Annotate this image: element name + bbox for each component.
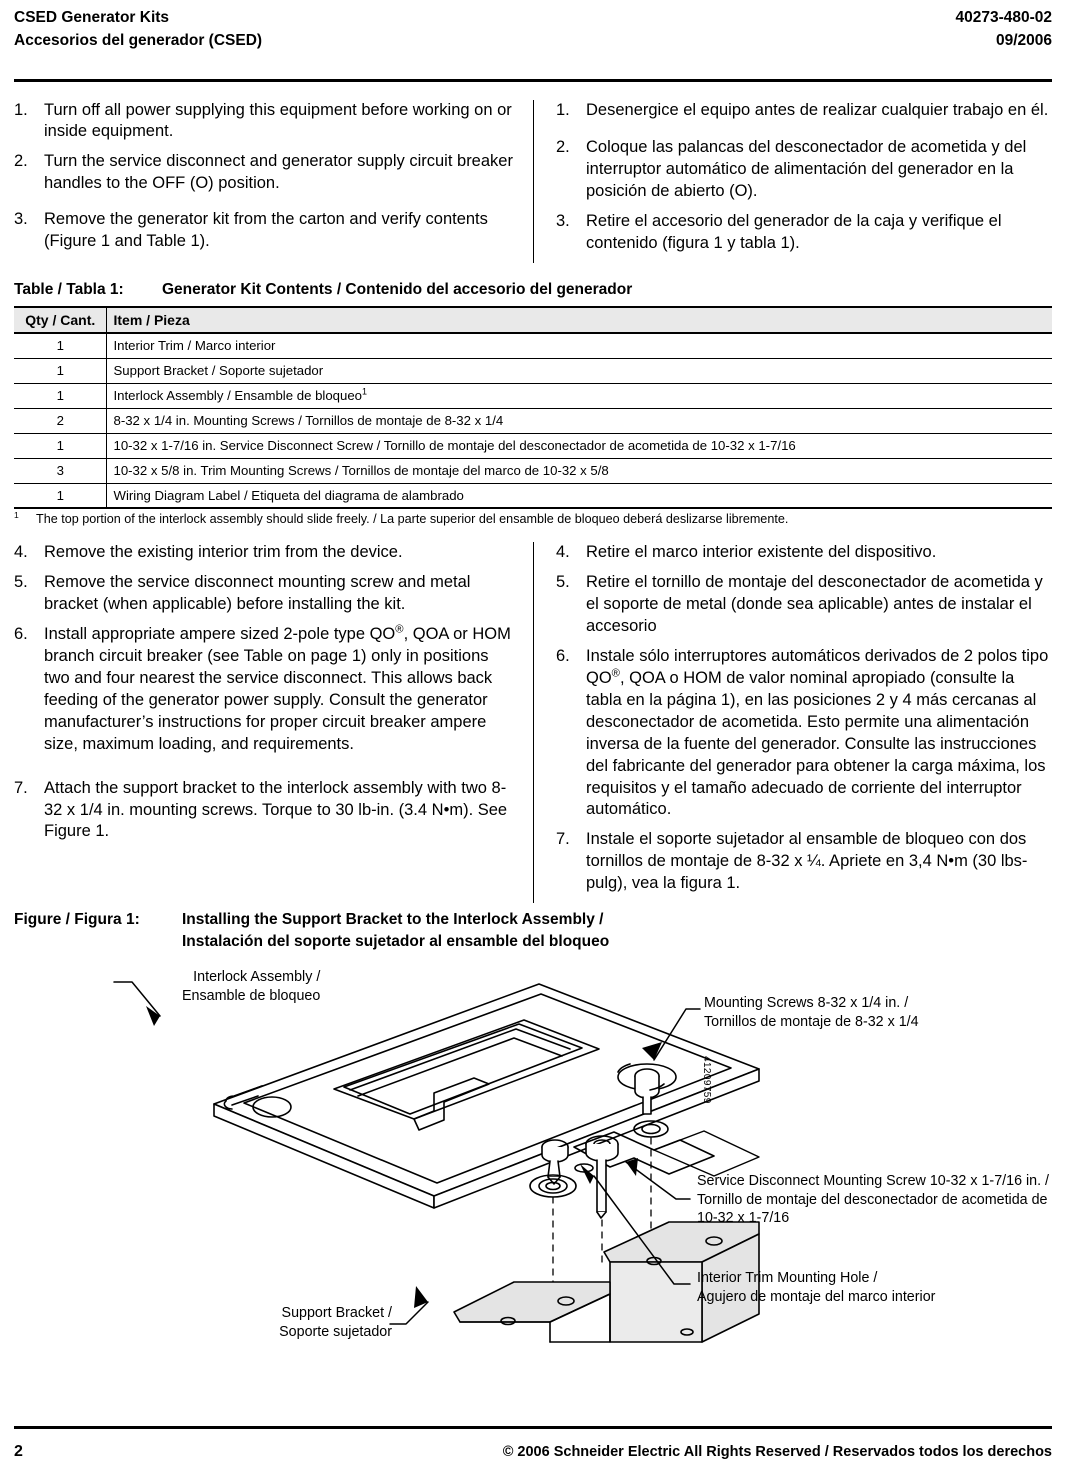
cell-item xyxy=(106,483,1052,508)
instructions-bottom-english xyxy=(14,542,533,903)
cell-item xyxy=(106,408,1052,433)
cell-item xyxy=(106,433,1052,458)
cell-qty: 1 xyxy=(14,433,106,458)
header-doc-date: 09/2006 xyxy=(995,32,1052,50)
column-header-qty: Qty / Cant. xyxy=(14,307,106,333)
callout-line: 10-32 x 1-7/16 xyxy=(697,1210,790,1227)
leader-support-bracket xyxy=(390,1302,428,1324)
table-row xyxy=(14,458,1052,483)
cell-item xyxy=(106,333,1052,358)
bracket-web-front xyxy=(610,1262,702,1342)
list-item xyxy=(14,778,517,844)
table-row xyxy=(14,333,1052,358)
step-text-part-b: , QOA o HOM de valor nominal apropiado (consulte la tabla en la página 1), en las posiciones 2 y 4 más cercanas al desconectador de acometida. Esto permite una alimentación inversa de la fuente del generador. Consulte las instrucciones del fabricante del generador para obtener la carga máxima, los requisitos y el tamaño adecuado de corriente del interruptor automático. xyxy=(586,668,1046,819)
header-doc-info xyxy=(955,6,1052,53)
cell-qty: 2 xyxy=(14,408,106,433)
bracket-lower-flange xyxy=(454,1282,610,1322)
step-text: Coloque las palancas del desconectador de acometida y del interruptor automático de alimentación del generador en la posición de abierto (O). xyxy=(586,138,1027,201)
callout-line: Service Disconnect Mounting Screw 10-32 x 1-7/16 in. / xyxy=(697,1172,1050,1189)
list-item xyxy=(14,209,517,253)
table-caption xyxy=(14,281,1052,299)
column-header-item: Item / Pieza xyxy=(106,307,1052,333)
step-text: Retire el tornillo de montaje del desconectador de acometida y el soporte de metal (donde sea aplicable) antes de instalar el accesorio xyxy=(586,573,1043,635)
callout-line: Mounting Screws 8-32 x 1/4 in. / xyxy=(704,994,909,1011)
page-number: 2 xyxy=(14,1443,23,1460)
footnote-reference: 1 xyxy=(362,386,368,397)
copyright-notice: © 2006 Schneider Electric All Rights Reserved / Reservados todos los derechos xyxy=(502,1444,1052,1460)
table-row xyxy=(14,408,1052,433)
step-number: 3. xyxy=(14,210,28,229)
page-footer xyxy=(14,1443,1052,1461)
step-text: Remove the generator kit from the carton and verify contents (Figure 1 and Table 1). xyxy=(44,210,488,251)
figure-caption-line1: Installing the Support Bracket to the Interlock Assembly / xyxy=(182,911,604,929)
footer-divider-rule xyxy=(14,1426,1052,1429)
cell-qty: 1 xyxy=(14,383,106,408)
step-number: 3. xyxy=(556,212,570,231)
bracket-lower-front xyxy=(460,1322,550,1342)
list-item xyxy=(556,100,1052,122)
table-row xyxy=(14,433,1052,458)
steps-list-en-top xyxy=(14,100,517,254)
list-item xyxy=(14,542,517,564)
step-text xyxy=(44,624,517,756)
table-body xyxy=(14,333,1052,508)
cell-item-text: Interior Trim / Marco interior xyxy=(113,338,276,354)
list-item xyxy=(556,211,1052,255)
callout-support-bracket xyxy=(232,1304,392,1341)
cell-item-text: Support Bracket / Soporte sujetador xyxy=(113,363,324,379)
footnote-marker-sup: 1 xyxy=(14,509,19,520)
cell-qty: 1 xyxy=(14,358,106,383)
step-text: Retire el accesorio del generador de la caja y verifique el contenido (figura 1 y tabla 1). xyxy=(586,212,1002,253)
header-title-en: CSED Generator Kits xyxy=(14,9,170,26)
step-number: 7. xyxy=(556,830,570,849)
header-title-es: Accesorios del generador (CSED) xyxy=(14,32,263,50)
steps-list-es-top xyxy=(556,100,1052,256)
table-caption-title: Generator Kit Contents / Contenido del accesorio del generador xyxy=(162,281,633,299)
screw-head-side xyxy=(635,1076,659,1098)
page-header xyxy=(14,0,1052,53)
cell-qty: 1 xyxy=(14,333,106,358)
list-item xyxy=(14,100,517,144)
callout-line: Support Bracket / xyxy=(281,1304,392,1321)
list-item xyxy=(556,572,1052,638)
header-titles xyxy=(14,6,262,53)
step-number: 4. xyxy=(556,543,570,562)
list-item xyxy=(556,137,1052,203)
cell-item-text: 10-32 x 1-7/16 in. Service Disconnect Screw / Tornillo de montaje del desconectador de acometida de 10-32 x 1-7/16 xyxy=(113,438,796,454)
plate-hole-upper-right-inner xyxy=(642,1124,660,1133)
arrowhead-interlock xyxy=(146,1006,160,1026)
step-text: Retire el marco interior existente del dispositivo. xyxy=(586,543,937,562)
instructions-bottom-spanish xyxy=(533,542,1052,903)
callout-line: Interlock Assembly / xyxy=(193,968,321,985)
step-number: 2. xyxy=(556,138,570,157)
screw-tip xyxy=(597,1212,606,1218)
list-item xyxy=(14,624,517,756)
figure-caption xyxy=(14,909,1052,952)
step-text-part-a: Install appropriate ampere sized 2-pole type QO xyxy=(44,624,396,643)
cell-item xyxy=(106,458,1052,483)
kit-contents-table xyxy=(14,306,1052,509)
instructions-top xyxy=(14,100,1052,264)
callout-line: Interior Trim Mounting Hole / xyxy=(697,1269,878,1286)
instructions-bottom xyxy=(14,542,1052,903)
list-item xyxy=(14,151,517,195)
cell-item-text: Interlock Assembly / Ensamble de bloqueo xyxy=(113,388,363,404)
step-text: Turn off all power supplying this equipment before working on or inside equipment. xyxy=(44,100,512,141)
list-item xyxy=(14,572,517,616)
table-header xyxy=(14,307,1052,333)
instructions-top-english xyxy=(14,100,533,264)
screw-shank xyxy=(643,1097,651,1114)
cell-item xyxy=(106,383,1052,408)
step-text: Attach the support bracket to the interlock assembly with two 8-32 x 1/4 in. mounting screws. Torque to 30 lb-in. (3.4 N•m). See Figure 1. xyxy=(44,778,508,841)
step-number: 7. xyxy=(14,778,28,797)
step-number: 4. xyxy=(14,543,28,562)
registered-mark: ® xyxy=(395,623,404,636)
steps-list-es-bottom xyxy=(556,542,1052,895)
steps-list-en-bottom xyxy=(14,542,517,843)
callout-line: Tornillo de montaje del desconectador de acometida de xyxy=(697,1191,1048,1208)
step-text: Turn the service disconnect and generator supply circuit breaker handles to the OFF (O) position. xyxy=(44,152,513,193)
step-number: 1. xyxy=(14,100,28,119)
table-row xyxy=(14,358,1052,383)
step-number: 5. xyxy=(14,573,28,592)
figure-caption-line2: Instalación del soporte sujetador al ensamble del bloqueo xyxy=(182,932,610,950)
step-text-part-b: , QOA or HOM branch circuit breaker (see Table on page 1) only in positions two and four nearest the service disconnect. This allows back feeding of the generator power supply. Consult the generator manufacturer’s instructions for proper circuit breaker ampere size, maximum loading, and requirements. xyxy=(44,624,511,753)
callout-mounting-screws xyxy=(704,994,919,1031)
table-header-row xyxy=(14,307,1052,333)
footnote-marker xyxy=(14,509,36,526)
list-item xyxy=(556,829,1052,895)
cell-item-text: 8-32 x 1/4 in. Mounting Screws / Tornillos de montaje de 8-32 x 1/4 xyxy=(113,413,504,429)
step-text: Desenergice el equipo antes de realizar cualquier trabajo en él. xyxy=(586,100,1049,119)
footnote-text: The top portion of the interlock assembly should slide freely. / La parte superior del ensamble de bloqueo deberá deslizarse libremente. xyxy=(36,512,789,527)
table-caption-label: Table / Tabla 1: xyxy=(14,281,124,299)
step-text xyxy=(586,646,1052,822)
figure-caption-text xyxy=(182,909,1052,952)
callout-line: Tornillos de montaje de 8-32 x 1/4 xyxy=(704,1013,919,1030)
callout-service-disconnect-screw xyxy=(697,1172,1049,1228)
cell-item-text: Wiring Diagram Label / Etiqueta del diagrama de alambrado xyxy=(113,487,464,503)
plate-lower-tab xyxy=(654,1131,759,1176)
callout-line: Ensamble de bloqueo xyxy=(182,987,321,1004)
header-doc-number: 40273-480-02 xyxy=(955,9,1052,26)
screw-head-side xyxy=(586,1144,618,1161)
step-number: 6. xyxy=(556,646,570,665)
cell-item xyxy=(106,358,1052,383)
leader-interlock xyxy=(114,982,160,1016)
drawing-number: 41209759 xyxy=(701,1055,712,1104)
step-number: 6. xyxy=(14,624,28,643)
figure-illustration xyxy=(14,964,1052,1354)
callout-interlock-assembly xyxy=(182,968,320,1005)
screw-head-side xyxy=(542,1147,568,1162)
registered-mark: ® xyxy=(611,667,620,680)
callout-line: Soporte sujetador xyxy=(279,1323,392,1340)
cell-qty: 3 xyxy=(14,458,106,483)
step-number: 5. xyxy=(556,573,570,592)
list-item xyxy=(556,542,1052,564)
table-row xyxy=(14,383,1052,408)
table-footnote xyxy=(14,509,1052,527)
step-text: Instale el soporte sujetador al ensamble de bloqueo con dos tornillos de montaje de 8-32 x ¼. Apriete en 3,4 N•m (30 lbs-pulg), vea la figura 1. xyxy=(586,830,1028,893)
instructions-top-spanish xyxy=(533,100,1052,264)
step-text-part-a: Instale sólo interruptores automáticos derivados de 2 polos tipo QO xyxy=(586,646,1049,687)
callout-interior-trim-hole xyxy=(697,1269,935,1306)
callout-line: Agujero de montaje del marco interior xyxy=(697,1288,936,1305)
cell-qty: 1 xyxy=(14,483,106,508)
list-item xyxy=(556,646,1052,822)
step-text: Remove the existing interior trim from the device. xyxy=(44,543,403,562)
step-text: Remove the service disconnect mounting screw and metal bracket (when applicable) before installing the kit. xyxy=(44,573,471,613)
figure-caption-label: Figure / Figura 1: xyxy=(14,911,140,929)
table-row xyxy=(14,483,1052,508)
header-divider-rule xyxy=(14,79,1052,82)
cell-item-text: 10-32 x 5/8 in. Trim Mounting Screws / Tornillos de montaje del marco de 10-32 x 5/8 xyxy=(113,463,609,479)
step-number: 1. xyxy=(556,100,570,119)
step-number: 2. xyxy=(14,152,28,171)
